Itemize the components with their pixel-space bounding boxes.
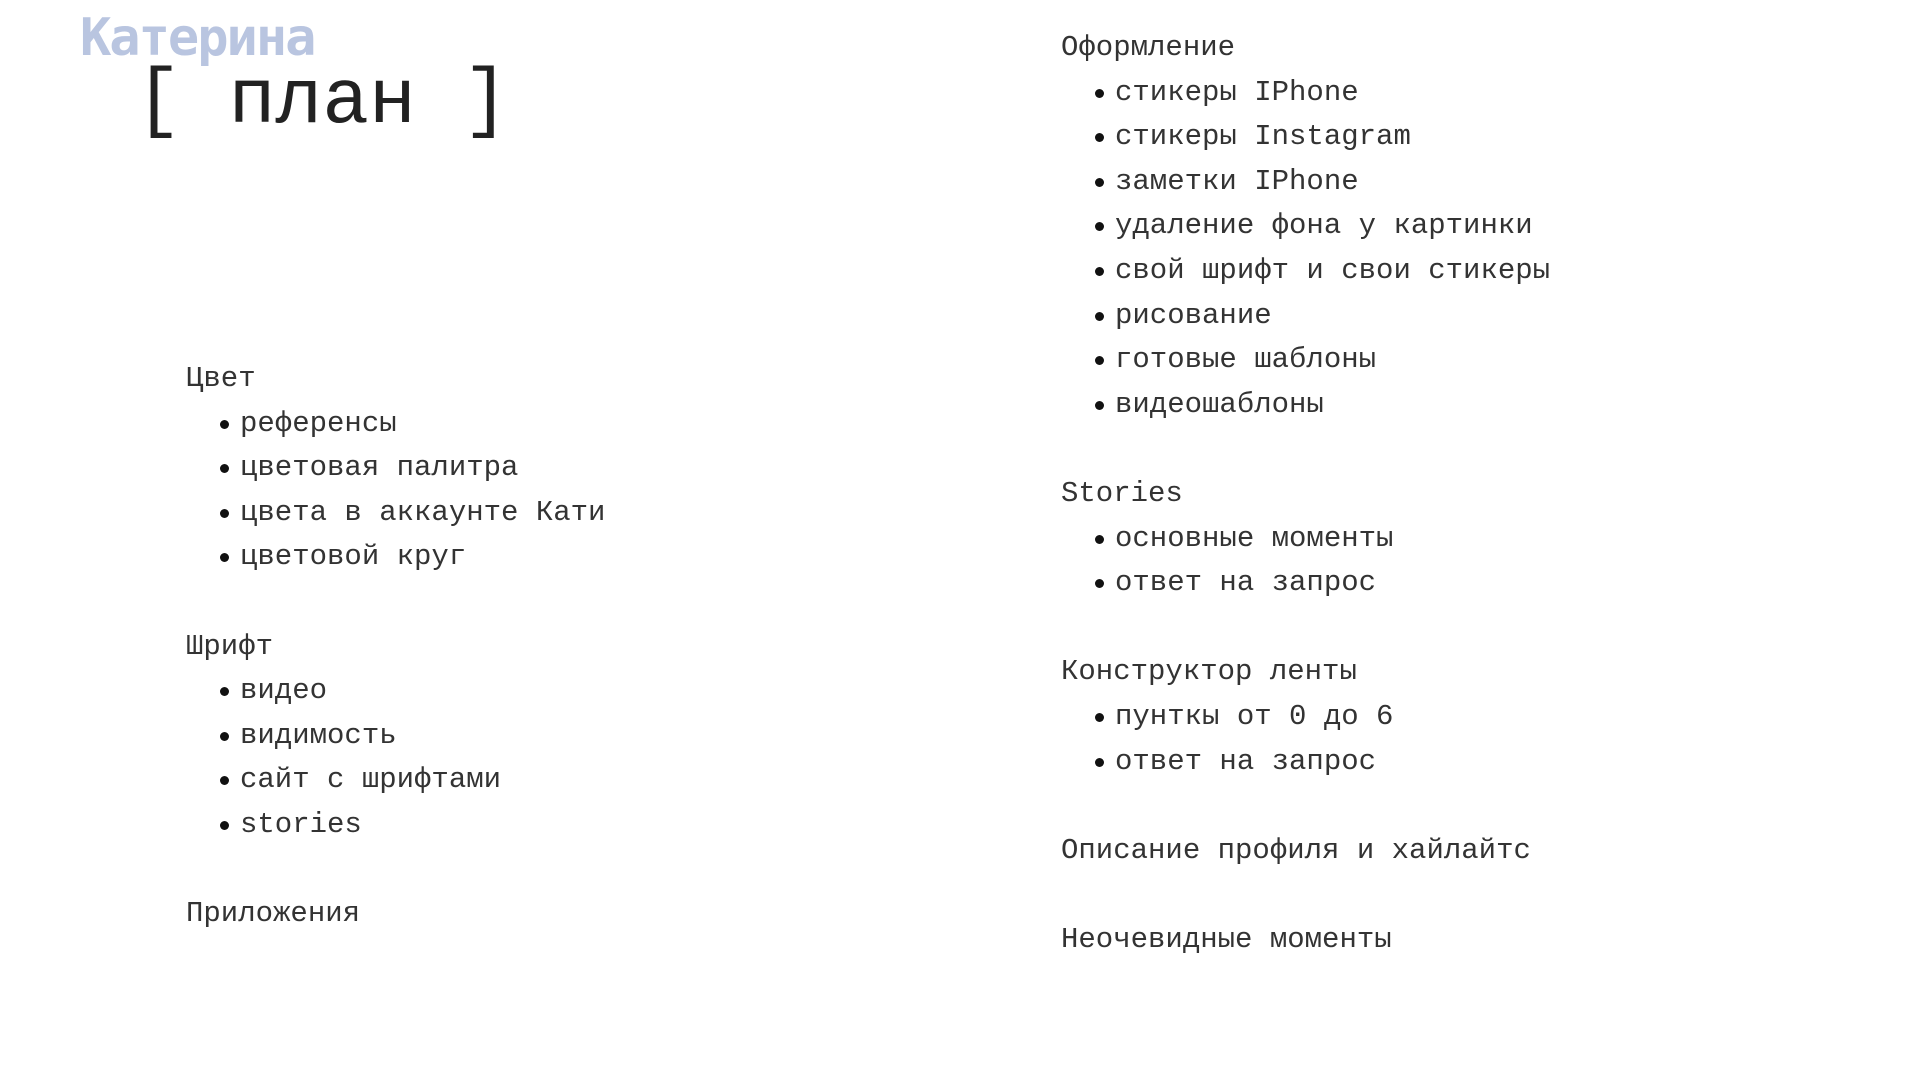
list-item: референсы — [220, 402, 605, 447]
section-non-obvious — [1061, 918, 1550, 963]
list-item: цветовая палитра — [220, 446, 605, 491]
list-item: stories — [220, 803, 605, 848]
section-heading: Оформление — [1061, 31, 1236, 64]
list-item: сайт с шрифтами — [220, 758, 605, 803]
bullet-list — [186, 669, 605, 847]
bullet-list — [1061, 695, 1550, 784]
logo-text: Катерина — [80, 8, 315, 68]
list-item: заметки IPhone — [1095, 160, 1550, 205]
list-item: стикеры IPhone — [1095, 71, 1550, 116]
list-item: цвета в аккаунте Кати — [220, 491, 605, 536]
section-apps — [186, 892, 605, 937]
list-item: цветовой круг — [220, 535, 605, 580]
right-column — [1061, 26, 1550, 962]
section-stories — [1061, 472, 1550, 606]
page-title: [ план ] — [135, 58, 510, 146]
section-color — [186, 357, 605, 580]
list-item: ответ на запрос — [1095, 740, 1550, 785]
section-heading: Цвет — [186, 362, 256, 395]
list-item: пунткы от 0 до 6 — [1095, 695, 1550, 740]
section-heading: Конструктор ленты — [1061, 655, 1357, 689]
section-heading: Шрифт — [186, 629, 274, 663]
section-design — [1061, 26, 1550, 427]
list-item: видимость — [220, 714, 605, 759]
list-item: удаление фона у картинки — [1095, 204, 1550, 249]
list-item: свой шрифт и свои стикеры — [1095, 249, 1550, 294]
list-item: рисование — [1095, 294, 1550, 339]
section-font — [186, 625, 605, 848]
section-heading: Приложения — [186, 897, 361, 931]
section-profile-description — [1061, 829, 1550, 874]
bullet-list — [186, 402, 605, 580]
list-item: основные моменты — [1095, 517, 1550, 562]
section-feed-builder — [1061, 650, 1550, 784]
section-heading: Stories — [1061, 476, 1183, 510]
list-item: видео — [220, 669, 605, 714]
section-heading: Неочевидные моменты — [1061, 922, 1392, 956]
left-column — [186, 357, 605, 937]
section-heading: Описание профиля и хайлайтс — [1061, 833, 1531, 867]
bullet-list — [1061, 517, 1550, 606]
bullet-list — [1061, 71, 1550, 428]
list-item: стикеры Instagram — [1095, 115, 1550, 160]
list-item: готовые шаблоны — [1095, 338, 1550, 383]
list-item: ответ на запрос — [1095, 561, 1550, 606]
list-item: видеошаблоны — [1095, 383, 1550, 428]
